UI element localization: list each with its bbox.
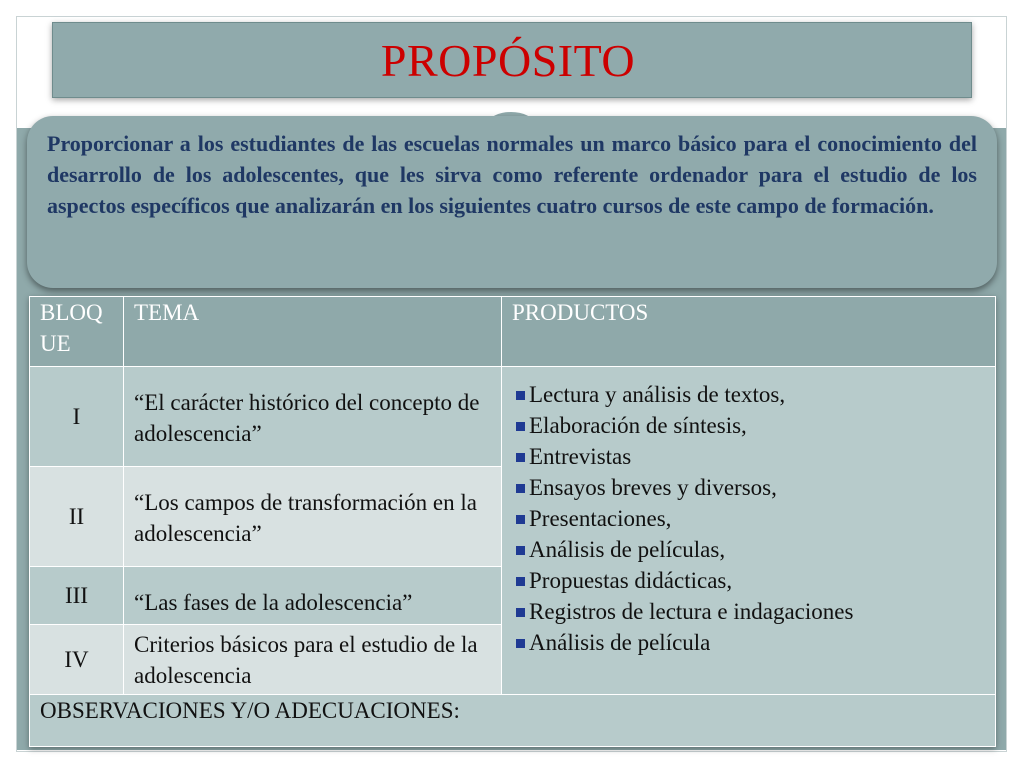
list-item: Registros de lectura e indagaciones <box>516 596 985 627</box>
square-bullet-icon <box>516 608 525 617</box>
list-item: Lectura y análisis de textos, <box>516 379 985 410</box>
title-bar <box>52 22 972 98</box>
header-bloque: BLOQUE <box>30 297 124 367</box>
list-item: Elaboración de síntesis, <box>516 410 985 441</box>
square-bullet-icon <box>516 515 525 524</box>
square-bullet-icon <box>516 422 525 431</box>
slide-title: PROPÓSITO <box>380 34 636 86</box>
list-item: Entrevistas <box>516 441 985 472</box>
header-productos: PRODUCTOS <box>502 297 996 367</box>
list-item: Ensayos breves y diversos, <box>516 472 985 503</box>
header-tema: TEMA <box>124 297 502 367</box>
productos-cell <box>502 367 996 695</box>
bloque-cell: I <box>30 367 124 467</box>
list-item: Propuestas didácticas, <box>516 565 985 596</box>
observaciones-row <box>30 695 996 747</box>
square-bullet-icon <box>516 546 525 555</box>
square-bullet-icon <box>516 577 525 586</box>
bloque-cell: II <box>30 467 124 567</box>
content-table <box>29 296 996 747</box>
table-row <box>30 367 996 467</box>
bloque-cell: IV <box>30 625 124 695</box>
square-bullet-icon <box>516 484 525 493</box>
tema-cell: “Las fases de la adolescencia” <box>124 567 502 625</box>
list-item: Presentaciones, <box>516 503 985 534</box>
purpose-box <box>27 116 997 288</box>
observaciones-label: OBSERVACIONES Y/O ADECUACIONES: <box>30 695 996 747</box>
tema-cell: “Los campos de transformación en la adolescencia” <box>124 467 502 567</box>
purpose-text: Proporcionar a los estudiantes de las escuelas normales un marco básico para el conocimiento del desarrollo de los adolescentes, que les sirva como referente ordenador para el estudio de los aspectos específicos que analizarán en los siguientes cuatro cursos de este campo de formación. <box>47 131 977 218</box>
square-bullet-icon <box>516 639 525 648</box>
tema-cell: Criterios básicos para el estudio de la adolescencia <box>124 625 502 695</box>
square-bullet-icon <box>516 391 525 400</box>
bloque-cell: III <box>30 567 124 625</box>
table-header-row <box>30 297 996 367</box>
tema-cell: “El carácter histórico del concepto de adolescencia” <box>124 367 502 467</box>
list-item: Análisis de películas, <box>516 534 985 565</box>
productos-list <box>516 379 985 658</box>
square-bullet-icon <box>516 453 525 462</box>
list-item: Análisis de película <box>516 627 985 658</box>
